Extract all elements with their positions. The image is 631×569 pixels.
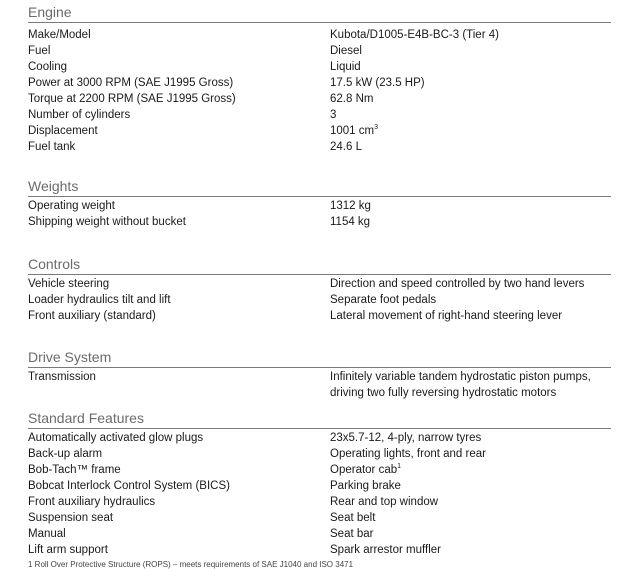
spec-row: [28, 107, 611, 123]
spec-value: [330, 27, 611, 43]
spec-value-text: 1001 cm: [330, 125, 375, 137]
spec-value-text: Seat belt: [330, 512, 376, 524]
drive-system-section: [28, 348, 611, 401]
spec-label: Loader hydraulics tilt and lift: [28, 294, 171, 306]
drive-system-rows: [28, 369, 611, 401]
spec-label: Automatically activated glow plugs: [28, 432, 204, 444]
spec-row: [28, 430, 611, 446]
spec-label: Shipping weight without bucket: [28, 216, 186, 228]
engine-rows: [28, 27, 611, 155]
section-title-engine: Engine: [28, 3, 611, 23]
spec-value-text: Separate foot pedals: [330, 294, 437, 306]
spec-value: [330, 478, 611, 494]
spec-value-text: Liquid: [330, 61, 361, 73]
controls-rows: [28, 276, 611, 324]
section-title-controls: Controls: [28, 255, 611, 275]
spec-row: [28, 27, 611, 43]
spec-value-text: 62.8 Nm: [330, 93, 374, 105]
spec-value-text: 1154 kg: [330, 216, 371, 228]
spec-label: Suspension seat: [28, 512, 114, 524]
spec-label: Fuel tank: [28, 141, 76, 153]
weights-section: [28, 177, 611, 230]
spec-row: [28, 494, 611, 510]
spec-row: [28, 526, 611, 542]
spec-row: [28, 198, 611, 214]
spec-value-text: Spark arrestor muffler: [330, 544, 441, 556]
spec-label: Lift arm support: [28, 544, 108, 556]
spec-row: [28, 542, 611, 558]
spec-row: [28, 478, 611, 494]
spec-label: Operating weight: [28, 200, 115, 212]
spec-value-text: 23x5.7-12, 4-ply, narrow tyres: [330, 432, 482, 444]
spec-label: Transmission: [28, 371, 96, 383]
spec-label: Power at 3000 RPM (SAE J1995 Gross): [28, 77, 234, 89]
spec-row: [28, 510, 611, 526]
spec-value: [330, 446, 611, 462]
spec-row: [28, 462, 611, 478]
spec-label: Vehicle steering: [28, 278, 110, 290]
spec-value: [330, 526, 611, 542]
spec-value-text: Infinitely variable tandem hydrostatic piston pumps, driving two fully reversing hydrostatic motors: [330, 371, 591, 399]
superscript: 3: [374, 124, 379, 132]
footnote: 1 Roll Over Protective Structure (ROPS) – meets requirements of SAE J1040 and ISO 3471: [28, 560, 354, 569]
spec-label: Torque at 2200 RPM (SAE J1995 Gross): [28, 93, 236, 105]
spec-row: [28, 139, 611, 155]
spec-row: [28, 369, 611, 401]
spec-value: [330, 139, 611, 155]
spec-label: Bobcat Interlock Control System (BICS): [28, 480, 230, 492]
spec-value: [330, 292, 611, 308]
spec-value: [330, 123, 611, 139]
spec-label: Front auxiliary hydraulics: [28, 496, 156, 508]
standard-features-rows: [28, 430, 611, 558]
weights-rows: [28, 198, 611, 230]
spec-value-text: Diesel: [330, 45, 362, 57]
spec-value-text: 17.5 kW (23.5 HP): [330, 77, 425, 89]
section-title-drive-system: Drive System: [28, 348, 611, 368]
spec-value-text: 3: [330, 109, 337, 121]
spec-label: Cooling: [28, 61, 67, 73]
spec-row: [28, 123, 611, 139]
spec-value-text: Lateral movement of right-hand steering lever: [330, 310, 563, 322]
spec-value: [330, 214, 611, 230]
spec-label: Back-up alarm: [28, 448, 103, 460]
spec-value: [330, 369, 611, 401]
spec-value: [330, 276, 611, 292]
spec-label: Number of cylinders: [28, 109, 131, 121]
spec-row: [28, 59, 611, 75]
spec-value-text: Operator cab: [330, 464, 398, 476]
spec-row: [28, 292, 611, 308]
spec-row: [28, 446, 611, 462]
section-title-weights: Weights: [28, 177, 611, 197]
spec-value: [330, 198, 611, 214]
spec-value: [330, 494, 611, 510]
spec-label: Displacement: [28, 125, 98, 137]
spec-value-text: Parking brake: [330, 480, 401, 492]
spec-value: [330, 462, 611, 478]
spec-row: [28, 43, 611, 59]
spec-label: Front auxiliary (standard): [28, 310, 156, 322]
section-title-standard-features: Standard Features: [28, 409, 611, 429]
spec-value: [330, 430, 611, 446]
spec-value: [330, 107, 611, 123]
spec-label: Make/Model: [28, 29, 91, 41]
spec-value-text: Kubota/D1005-E4B-BC-3 (Tier 4): [330, 29, 499, 41]
spec-value: [330, 59, 611, 75]
spec-value: [330, 75, 611, 91]
spec-label: Manual: [28, 528, 66, 540]
spec-row: [28, 214, 611, 230]
spec-value: [330, 43, 611, 59]
spec-value-text: Direction and speed controlled by two hand levers: [330, 278, 585, 290]
spec-row: [28, 75, 611, 91]
spec-value-text: 1312 kg: [330, 200, 371, 212]
spec-row: [28, 276, 611, 292]
standard-features-section: [28, 409, 611, 558]
superscript: 1: [397, 463, 402, 471]
spec-value-text: 24.6 L: [330, 141, 362, 153]
engine-section: [28, 3, 611, 155]
controls-section: [28, 255, 611, 324]
spec-value-text: Rear and top window: [330, 496, 439, 508]
spec-value-text: Seat bar: [330, 528, 374, 540]
spec-value: [330, 542, 611, 558]
spec-row: [28, 91, 611, 107]
spec-row: [28, 308, 611, 324]
spec-label: Bob-Tach™ frame: [28, 464, 121, 476]
spec-value-text: Operating lights, front and rear: [330, 448, 486, 460]
spec-value: [330, 91, 611, 107]
spec-value: [330, 510, 611, 526]
spec-label: Fuel: [28, 45, 51, 57]
spec-value: [330, 308, 611, 324]
